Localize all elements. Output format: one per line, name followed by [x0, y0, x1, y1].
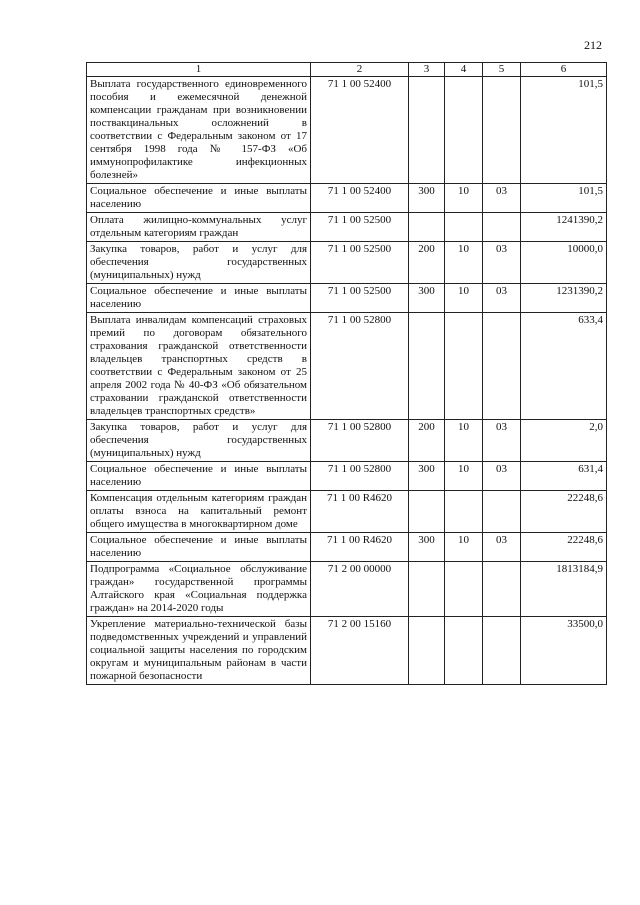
table-body [87, 77, 607, 685]
row-col-4: 10 [445, 284, 483, 313]
row-col-4 [445, 77, 483, 184]
row-col-3 [409, 77, 445, 184]
header-col-1: 1 [87, 63, 311, 77]
row-col-4: 10 [445, 184, 483, 213]
table-row [87, 462, 607, 491]
row-sum: 101,5 [521, 77, 607, 184]
row-sum: 33500,0 [521, 617, 607, 685]
row-col-5: 03 [483, 284, 521, 313]
row-col-4: 10 [445, 533, 483, 562]
row-code: 71 1 00 52400 [311, 184, 409, 213]
table-row [87, 420, 607, 462]
row-sum: 1231390,2 [521, 284, 607, 313]
row-name: Социальное обеспечение и иные выплаты населению [87, 284, 311, 313]
row-code: 71 1 00 R4620 [311, 533, 409, 562]
table-row [87, 184, 607, 213]
row-sum: 101,5 [521, 184, 607, 213]
row-col-3 [409, 491, 445, 533]
table-row [87, 313, 607, 420]
row-col-3: 300 [409, 462, 445, 491]
row-col-3: 300 [409, 184, 445, 213]
row-col-3 [409, 617, 445, 685]
row-col-5 [483, 213, 521, 242]
row-col-3 [409, 562, 445, 617]
row-col-5: 03 [483, 462, 521, 491]
row-name: Социальное обеспечение и иные выплаты населению [87, 462, 311, 491]
row-name: Закупка товаров, работ и услуг для обеспечения государственных (муниципальных) нужд [87, 420, 311, 462]
row-name: Подпрограмма «Социальное обслуживание граждан» государственной программы Алтайского края «Социальная поддержка граждан» на 2014-2020 годы [87, 562, 311, 617]
row-col-5 [483, 77, 521, 184]
row-name: Закупка товаров, работ и услуг для обеспечения государственных (муниципальных) нужд [87, 242, 311, 284]
row-col-3: 300 [409, 284, 445, 313]
header-col-6: 6 [521, 63, 607, 77]
row-sum: 1813184,9 [521, 562, 607, 617]
header-col-3: 3 [409, 63, 445, 77]
row-col-3 [409, 313, 445, 420]
row-col-4 [445, 491, 483, 533]
row-col-5 [483, 313, 521, 420]
row-code: 71 1 00 52500 [311, 242, 409, 284]
row-sum: 22248,6 [521, 491, 607, 533]
row-col-5: 03 [483, 420, 521, 462]
header-col-2: 2 [311, 63, 409, 77]
row-sum: 1241390,2 [521, 213, 607, 242]
row-col-4: 10 [445, 462, 483, 491]
row-col-4 [445, 213, 483, 242]
table-row [87, 617, 607, 685]
table-row [87, 533, 607, 562]
row-col-4: 10 [445, 242, 483, 284]
table-row [87, 77, 607, 184]
row-sum: 22248,6 [521, 533, 607, 562]
row-sum: 633,4 [521, 313, 607, 420]
row-sum: 10000,0 [521, 242, 607, 284]
row-col-5 [483, 491, 521, 533]
row-col-5 [483, 562, 521, 617]
row-name: Выплата государственного единовременного пособия и ежемесячной денежной компенсации гражданам при возникновении поствакцинальных осложнений в соответствии с Федеральным законом от 17 сентября 1998 года № 157-ФЗ «Об иммунопрофилактике инфекционных болезней» [87, 77, 311, 184]
row-code: 71 1 00 52500 [311, 213, 409, 242]
row-col-4 [445, 617, 483, 685]
row-code: 71 1 00 52400 [311, 77, 409, 184]
row-code: 71 1 00 R4620 [311, 491, 409, 533]
row-col-5 [483, 617, 521, 685]
row-sum: 631,4 [521, 462, 607, 491]
row-col-5: 03 [483, 533, 521, 562]
row-col-3 [409, 213, 445, 242]
row-name: Оплата жилищно-коммунальных услуг отдельным категориям граждан [87, 213, 311, 242]
page-number: 212 [584, 38, 602, 52]
header-col-5: 5 [483, 63, 521, 77]
row-col-4 [445, 562, 483, 617]
row-col-5: 03 [483, 184, 521, 213]
table-row [87, 491, 607, 533]
row-code: 71 1 00 52800 [311, 313, 409, 420]
row-name: Выплата инвалидам компенсаций страховых премий по договорам обязательного страхования гражданской ответственности владельцев транспортных средств в соответствии с Федеральным законом от 25 апреля 2002 года № 40-ФЗ «Об обязательном страховании гражданской ответственности владельцев транспортных средств» [87, 313, 311, 420]
row-name: Социальное обеспечение и иные выплаты населению [87, 184, 311, 213]
row-name: Укрепление материально-технической базы подведомственных учреждений и управлений социальной защиты населения по городским округам и муниципальным районам в части пожарной безопасности [87, 617, 311, 685]
row-code: 71 2 00 15160 [311, 617, 409, 685]
budget-table [86, 62, 607, 685]
row-code: 71 2 00 00000 [311, 562, 409, 617]
row-col-4: 10 [445, 420, 483, 462]
row-code: 71 1 00 52500 [311, 284, 409, 313]
row-code: 71 1 00 52800 [311, 420, 409, 462]
table-row [87, 213, 607, 242]
row-col-5: 03 [483, 242, 521, 284]
row-code: 71 1 00 52800 [311, 462, 409, 491]
row-col-3: 200 [409, 242, 445, 284]
row-sum: 2,0 [521, 420, 607, 462]
table-row [87, 242, 607, 284]
header-col-4: 4 [445, 63, 483, 77]
table-row [87, 284, 607, 313]
row-col-3: 200 [409, 420, 445, 462]
table-header [87, 63, 607, 77]
row-col-4 [445, 313, 483, 420]
row-name: Социальное обеспечение и иные выплаты населению [87, 533, 311, 562]
row-col-3: 300 [409, 533, 445, 562]
table-row [87, 562, 607, 617]
row-name: Компенсация отдельным категориям граждан оплаты взноса на капитальный ремонт общего имущества в многоквартирном доме [87, 491, 311, 533]
header-row [87, 63, 607, 77]
